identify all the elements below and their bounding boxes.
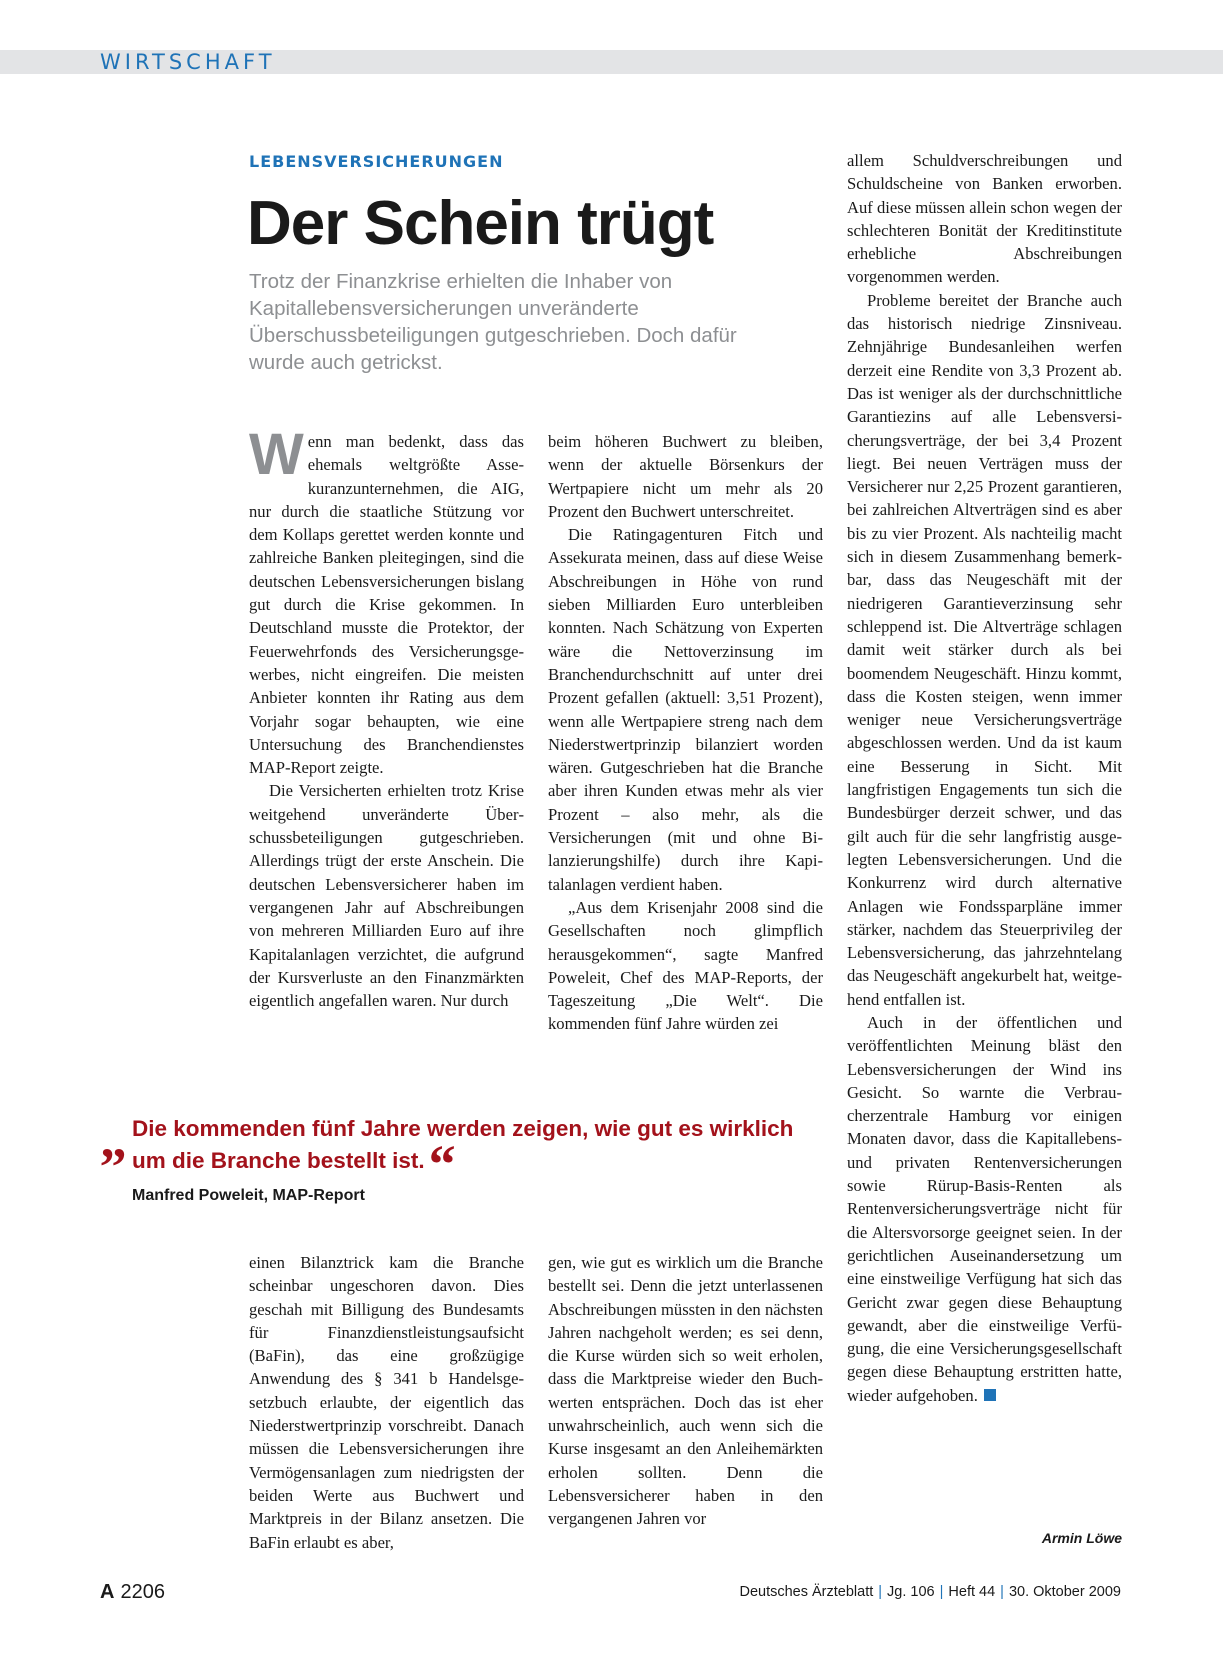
quote-open-mark: „	[100, 1109, 127, 1169]
quote-close-mark: “	[428, 1134, 456, 1194]
page-number-value: 2206	[120, 1581, 165, 1603]
page-number	[100, 1581, 165, 1604]
section-header-bar	[0, 50, 1223, 74]
paragraph: Probleme bereitet der Branche auch das historisch niedrige Zinsniveau. Zehnjährige Bundesanleihen werfen derzeit eine Rendite von 3,3 Prozent ab. Das ist weniger als der durchschnittliche Garantiezins auf alle Lebensversicherungsverträge, der bei 3,4 Prozent liegt. Bei neuen Verträgen muss der Versicherer nur 2,25 Prozent garantieren, bei zahlreichen Altverträgen sind es aber bis zu vier Prozent. Als nachteilig macht sich in diesem Zusammenhang bemerkbar, dass das Neugeschäft mit der niedrigeren Garantieverzinsung sehr schleppend ist. Die Altverträge schlagen damit weit stärker durch als bei boomendem Neugeschäft. Hinzu kommt, dass die Kosten steigen, wenn immer weniger neue Versicherungsverträge abgeschlossen werden. Und da ist kaum eine Besserung in Sicht. Mit langfristigen Engagements tun sich die Bundesbürger derzeit schwer, und das gilt auch für die sehr langfristig ausgelegten Lebensversicherungen. Und die Konkurrenz wird durch alternative Anlagen wie Fondssparpläne immer stärker, nachdem das Steuerprivileg der Lebensversicherung, das jahrzehntelang das Neugeschäft angekurbelt hat, weitgehend entfallen ist.	[847, 290, 1122, 1009]
paragraph: „Aus dem Krisenjahr 2008 sind die Gesellschaften noch glimpflich herausgekommen“, sagte Manfred Poweleit, Chef des MAP-Reports, der Tageszeitung „Die Welt“. Die kommenden fünf Jahre würden zei	[548, 897, 823, 1034]
page-prefix: A	[100, 1581, 115, 1603]
separator: |	[1000, 1584, 1004, 1600]
paragraph: einen Bilanztrick kam die Branche scheinbar ungeschoren davon. Dies geschah mit Billigung des Bundesamts für Finanzdienstleistungsaufsicht (BaFin), das eine großzügige Anwendung des § 341 b Handelsgesetzbuch erlaubte, der eigentlich das Niederstwertprinzip vorschreibt. Danach müssen die Lebensversicherungen ihre Vermögensanlagen zum niedrigsten der beiden Werte aus Buchwert und Marktpreis in der Bilanz ansetzen. Die BaFin erlaubt es aber,	[249, 1253, 524, 1552]
drop-cap: W	[249, 422, 304, 487]
column-3	[847, 149, 1122, 1407]
separator: |	[939, 1584, 944, 1600]
pull-quote-body: Die kommenden fünf Jahre werden zeigen, wie gut es wirklich um die Branche bestellt ist.	[132, 1116, 794, 1173]
pull-quote-source: Manfred Poweleit, MAP-Report	[132, 1187, 365, 1204]
pull-quote	[100, 1109, 800, 1205]
column-2-top	[548, 430, 823, 1036]
paragraph: Die Ratingagenturen Fitch und Assekurata meinen, dass auf diese Weise Abschreibungen in Höhe von rund sieben Milliarden Euro unterbleiben konnten. Nach Schätzung von Experten wäre die Nettoverzinsung im Branchendurchschnitt auf unter drei Prozent gefallen (aktuell: 3,51 Prozent), wenn alle Wertpapiere streng nach dem Niederstwertprinzip bilanziert worden wären. Gutgeschrieben hat die Branche aber ihren Kunden etwas mehr als vier Prozent – also mehr, als die Versicherungen (mit und ohne Bilanzierungshilfe) durch ihre Kapitalanlagen verdient haben.	[548, 525, 823, 894]
pull-quote-text	[132, 1113, 800, 1194]
paragraph-text: enn man bedenkt, dass das ehemals weltgrößte Assekuranzunternehmen, die AIG, nur durch die staatliche Stützung vor dem Kollaps gerettet werden konnte und zahlreiche Banken pleitegingen, sind die deutschen Lebensversicherungen bislang gut durch die Krise gekommen. In Deutschland musste die Protektor, der Feuerwehrfonds des Versicherungsgewerbes, nicht eingreifen. Die meisten Anbieter konnten ihr Rating aus dem Vorjahr sogar behaupten, wie eine Untersuchung des Branchendienstes MAP-Report zeigte.	[249, 432, 524, 778]
paragraph: gen, wie gut es wirklich um die Branche bestellt sei. Denn die jetzt unterlassenen Abschreibungen müssten in den nächsten Jahren nachgeholt werden; es sei denn, die Kurse würden sich so weit erholen, dass die Marktpreise wieder den Buchwerten entsprächen. Doch das ist eher unwahrscheinlich, auch wenn sich die Kurse insgesamt an den Anleihemärkten erholen sollten. Denn die Lebensversicherer haben in den vergangenen Jahren vor	[548, 1253, 823, 1529]
column-1-bottom	[249, 1251, 524, 1554]
article-lead: Trotz der Finanzkrise erhielten die Inhaber von Kapitallebensversicherungen unveränderte Überschussbeteiligungen gutgeschrieben. Doch dafür wurde auch getrickst.	[249, 270, 737, 374]
paragraph-text: Auch in der öffentlichen und veröffentlichten Meinung bläst den Lebensversicherungen der Wind ins Gesicht. So warnte die Verbraucherzentrale Hamburg vor einigen Monaten davor, dass die Kapitallebens- und privaten Rentenversicherungen sowie Rürup-Basis-Renten als Rentenversicherungsverträge nicht für die Altersvorsorge geeignet seien. In der gerichtlichen Auseinandersetzung um eine einstweilige Verfügung hat sich das Gericht zwar gegen diese Behauptung gewandt, aber die einstweilige Verfügung, die eine Versicherungsgesellschaft gegen diese Behauptung erstritten hatte, wieder aufgehoben.	[847, 1012, 1122, 1405]
paragraph: beim höheren Buchwert zu bleiben, wenn der aktuelle Börsenkurs der Wertpapiere nicht um mehr als 20 Prozent den Buchwert unterschreitet.	[548, 432, 823, 521]
separator: |	[878, 1584, 883, 1600]
end-mark-icon	[984, 1389, 996, 1401]
article-author: Armin Löwe	[1041, 1530, 1122, 1546]
journal-name: Deutsches Ärzteblatt	[739, 1584, 874, 1600]
journal-volume: Jg. 106	[887, 1584, 935, 1600]
article-kicker: LEBENSVERSICHERUNGEN	[249, 152, 504, 171]
journal-date: 30. Oktober 2009	[1008, 1584, 1121, 1600]
paragraph	[847, 1011, 1122, 1407]
article-headline: Der Schein trügt	[247, 189, 714, 258]
paragraph: allem Schuldverschreibungen und Schuldscheine von Banken erworben. Auf diese müssen allein schon wegen der schlechteren Bonität der Kreditinstitute erhebliche Abschreibungen vorgenommen werden.	[847, 151, 1122, 287]
column-2-bottom	[548, 1251, 823, 1531]
journal-issue: Heft 44	[948, 1584, 996, 1600]
paragraph: Die Versicherten erhielten trotz Krise weitgehend unveränderte Überschussbeteiligungen gutgeschrieben. Allerdings trügt der erste Anschein. Die deutschen Lebensversicherer haben im vergangenen Jahr auf Abschreibungen von mehreren Milliarden Euro auf ihre Kapitalanlagen verzichtet, die aufgrund der Kursverluste an den Finanzmärkten eigentlich angefallen waren. Nur durch	[249, 781, 524, 1011]
journal-info	[739, 1584, 1121, 1600]
column-1-top	[249, 422, 524, 1012]
paragraph	[249, 422, 524, 779]
section-label: WIRTSCHAFT	[100, 50, 276, 74]
